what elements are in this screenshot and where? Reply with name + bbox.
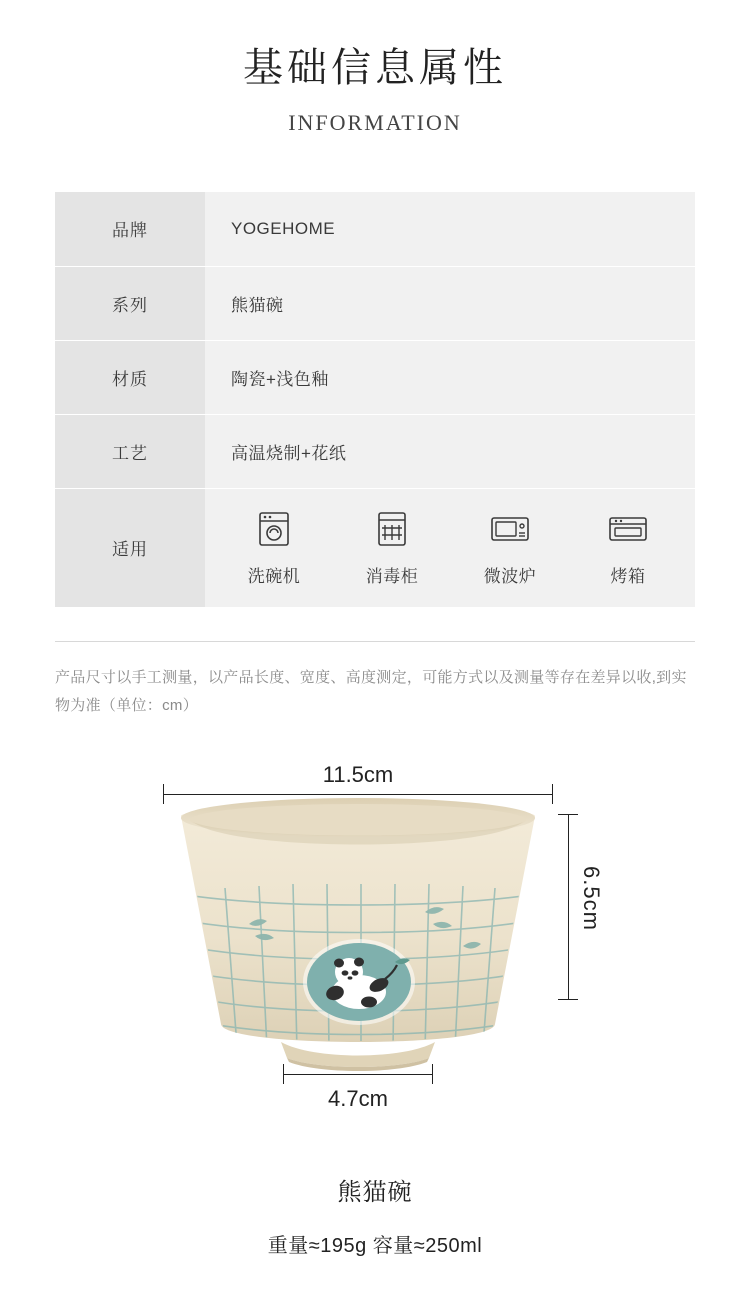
row-label-brand: 品牌 <box>55 192 205 266</box>
dishwasher-icon <box>254 509 294 554</box>
dimension-width-label: 11.5cm <box>322 761 394 787</box>
table-row <box>55 266 695 340</box>
usage-label-microwave: 微波炉 <box>483 566 537 586</box>
dimension-height-label: 6.5cm <box>579 865 604 931</box>
dimension-height <box>560 814 604 1000</box>
usage-item-oven <box>589 509 667 587</box>
row-label-series: 系列 <box>55 266 205 340</box>
table-row <box>55 192 695 266</box>
dimension-width-line <box>163 794 553 795</box>
dimension-base-line <box>283 1074 433 1075</box>
page-header <box>0 0 750 136</box>
dimension-height-cap-bottom <box>558 999 578 1000</box>
sterilizer-cabinet-icon <box>372 509 412 554</box>
usage-item-microwave <box>471 509 549 587</box>
page-title: 基础信息属性 <box>243 46 507 90</box>
divider <box>55 641 695 642</box>
row-label-usage: 适用 <box>55 488 205 607</box>
dimension-height-line <box>568 814 569 1000</box>
usage-item-sterilizer <box>353 509 431 587</box>
product-specs: 重量≈195g 容量≈250ml <box>267 1234 483 1257</box>
usage-label-oven: 烤箱 <box>610 566 646 586</box>
dimension-height-cap-top <box>558 814 578 815</box>
usage-label-dishwasher: 洗碗机 <box>247 566 301 586</box>
usage-label-sterilizer: 消毒柜 <box>365 566 419 586</box>
product-figure <box>0 746 750 1166</box>
dimension-base-cap-right <box>432 1064 433 1084</box>
row-value-craft: 高温烧制+花纸 <box>205 414 695 488</box>
row-value-usage <box>205 488 695 607</box>
info-table <box>55 192 695 607</box>
row-value-material: 陶瓷+浅色釉 <box>205 340 695 414</box>
table-row-usage <box>55 488 695 607</box>
usage-item-dishwasher <box>235 509 313 587</box>
oven-icon <box>606 509 650 554</box>
row-label-material: 材质 <box>55 340 205 414</box>
row-value-brand: YOGEHOME <box>205 192 695 266</box>
bowl-image <box>163 796 553 1076</box>
dimension-base <box>283 1074 433 1130</box>
product-caption <box>0 1172 750 1258</box>
table-row <box>55 340 695 414</box>
usage-list <box>231 509 694 587</box>
product-name: 熊猫碗 <box>337 1178 413 1206</box>
row-label-craft: 工艺 <box>55 414 205 488</box>
dimension-base-label: 4.7cm <box>328 1085 388 1111</box>
measurement-note: 产品尺寸以手工测量，以产品长度、宽度、高度测定，可能方式以及测量等存在差异以收,到实物为准（单位：cm） <box>55 668 687 714</box>
table-row <box>55 414 695 488</box>
dimension-base-cap-left <box>283 1064 284 1084</box>
page-subtitle: INFORMATION <box>288 110 462 135</box>
microwave-icon <box>488 509 532 554</box>
row-value-series: 熊猫碗 <box>205 266 695 340</box>
